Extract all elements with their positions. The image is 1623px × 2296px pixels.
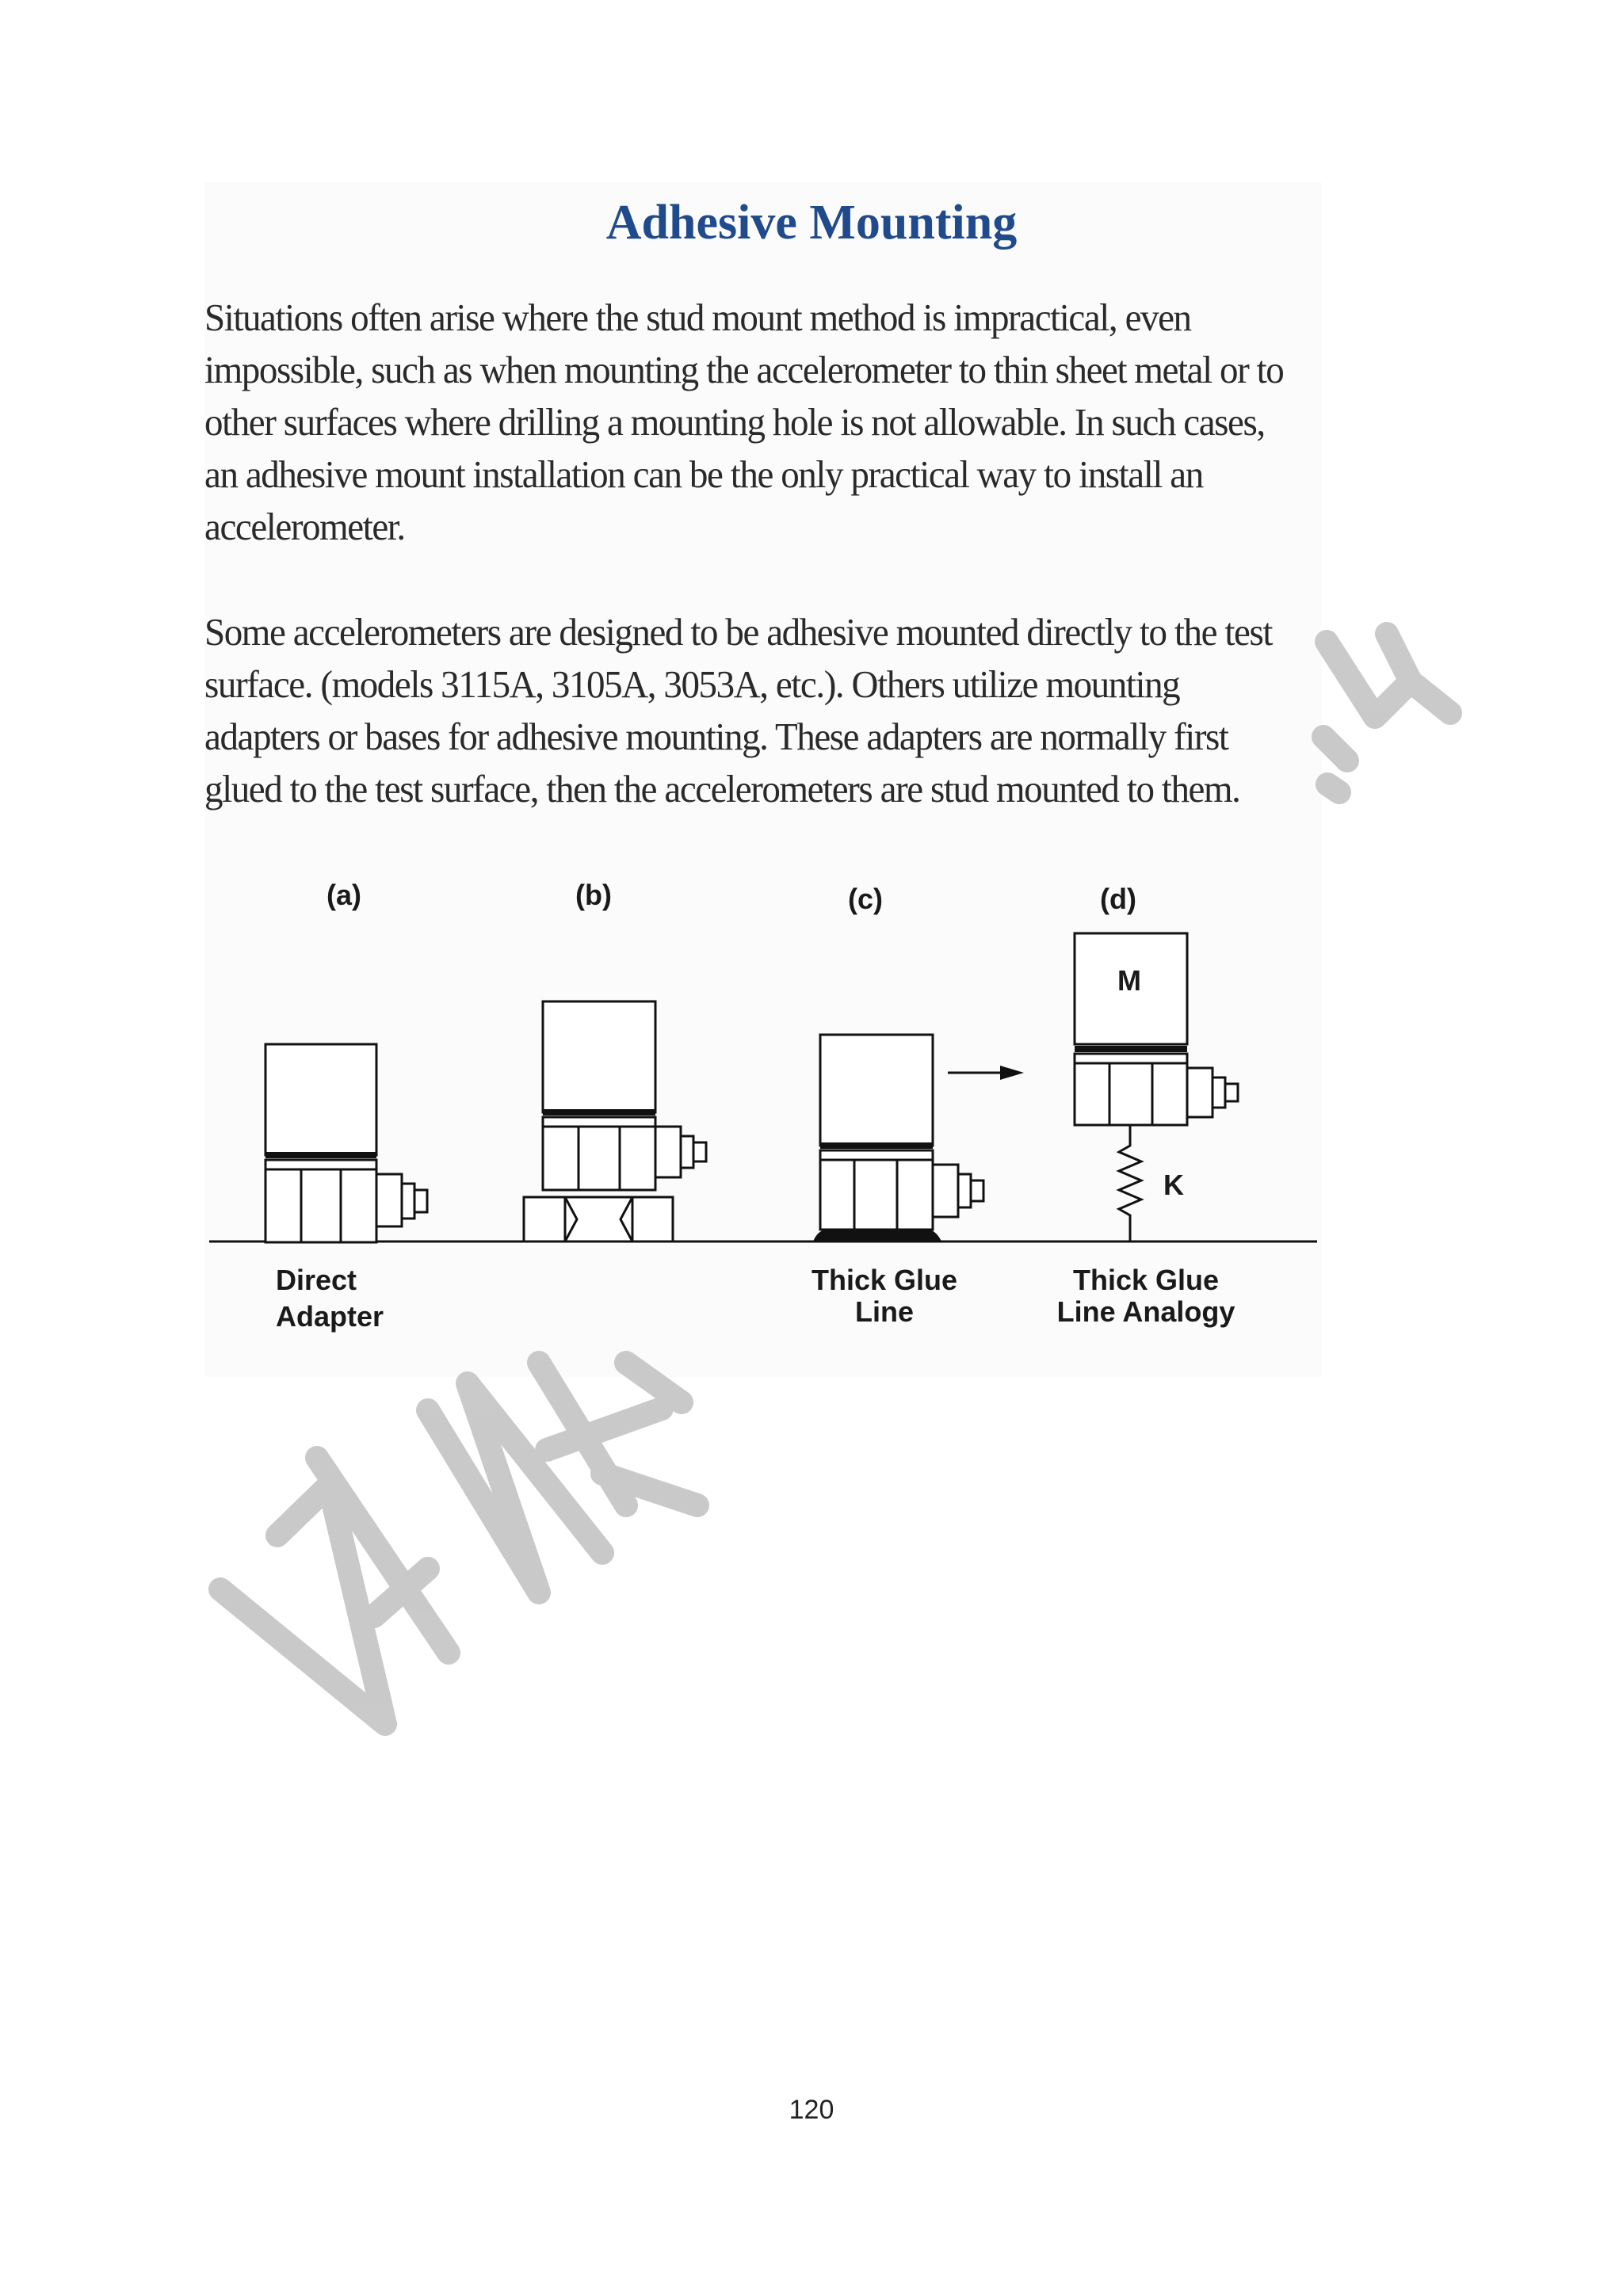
spring-icon bbox=[1119, 1125, 1141, 1241]
caption-c-line2: Line bbox=[854, 1295, 915, 1328]
accelerometer-b bbox=[543, 1001, 706, 1190]
page-number: 120 bbox=[789, 2095, 834, 2125]
caption-c-line1: Thick Glue bbox=[811, 1264, 958, 1296]
paragraph-adhesive-adapters: Some accelerometers are designed to be adhesive mounted directly to the test surface. (models 3115A, 3105A, 3053A, etc.). Others utilize mounting adapters or bases for adhesive mounting. These adapters are normally first glued to the test surface, then the accelerometers are stud mounted to them. bbox=[204, 610, 1272, 810]
page-title: Adhesive Mounting bbox=[605, 196, 1018, 250]
caption-d-line1: Thick Glue bbox=[1072, 1264, 1220, 1296]
arrow-right-icon bbox=[948, 1066, 1024, 1080]
accelerometer-a bbox=[265, 1044, 427, 1242]
mass-block-d bbox=[1075, 933, 1238, 1125]
caption-a-line1: Direct bbox=[276, 1264, 357, 1296]
panel-tag-b: (b) bbox=[575, 879, 612, 911]
panel-tag-d: (d) bbox=[1100, 883, 1136, 915]
mounting-figure bbox=[204, 848, 1322, 1363]
glue-line-c bbox=[813, 1230, 941, 1241]
panel-tag-c: (c) bbox=[848, 883, 883, 915]
spring-label: K bbox=[1163, 1169, 1184, 1201]
caption-d-line2: Line Analogy bbox=[1056, 1295, 1235, 1328]
caption-a-line2: Adapter bbox=[276, 1300, 384, 1333]
adapter-base-b bbox=[524, 1197, 673, 1241]
paragraph-stud-mount-impractical: Situations often arise where the stud mount method is impractical, even impossible, such as when mounting the accelerometer to thin sheet metal or to other surfaces where drilling a mounting hole is not allowable. In such cases, an adhesive mount installation can be the only practical way to install an accelerometer. bbox=[204, 296, 1284, 548]
mass-label: M bbox=[1117, 964, 1141, 997]
panel-tag-a: (a) bbox=[327, 879, 361, 911]
accelerometer-c bbox=[820, 1035, 983, 1230]
